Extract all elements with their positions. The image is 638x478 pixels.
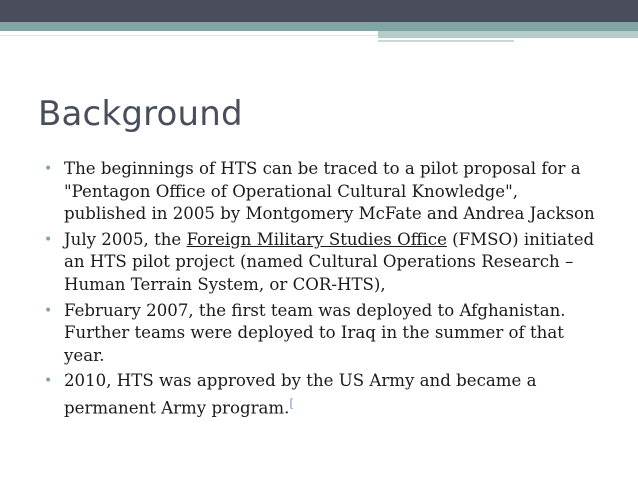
bullet-item-3 — [40, 300, 600, 368]
header-accent-underline — [378, 40, 514, 42]
bullet-item-4 — [40, 370, 600, 420]
bullet-dot-icon: • — [44, 161, 53, 177]
bullet-list — [40, 158, 600, 423]
header-accent-bar — [378, 31, 638, 38]
header-accent-line — [0, 35, 378, 36]
header-band-teal — [0, 22, 638, 31]
bullet-text: February 2007, the first team was deployed to Afghanistan. Further teams were deployed to Iraq in the summer of that year. — [64, 300, 566, 365]
bullet-item-1 — [40, 158, 600, 226]
bullet-text-after-link: (FMSO) initiated an HTS pilot project (named Cultural Operations Research – Human Terrain System, or COR-HTS), — [64, 229, 595, 294]
reference-link[interactable]: [ — [289, 396, 294, 410]
bullet-text: The beginnings of HTS can be traced to a pilot proposal for a "Pentagon Office of Operational Cultural Knowledge", published in 2005 by Montgomery McFate and Andrea Jackson — [64, 159, 595, 224]
slide-title: Background — [38, 94, 243, 134]
bullet-item-2 — [40, 229, 600, 297]
bullet-text-before-link: July 2005, the — [64, 229, 187, 249]
bullet-text: 2010, HTS was approved by the US Army and became a permanent Army program. — [64, 371, 537, 418]
bullet-dot-icon: • — [44, 373, 53, 390]
header-band-dark — [0, 0, 638, 22]
bullet-dot-icon: • — [44, 231, 53, 248]
fmso-link[interactable]: Foreign Military Studies Office — [186, 229, 447, 249]
bullet-dot-icon: • — [44, 302, 53, 319]
